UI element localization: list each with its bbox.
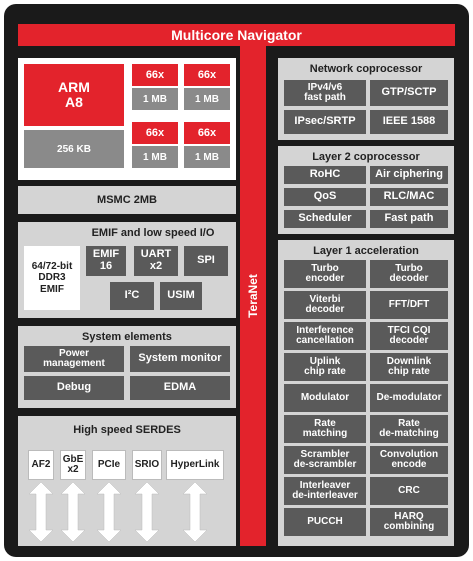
layer1-item-label: CRC [398, 484, 420, 496]
power-label-2: management [43, 358, 105, 369]
tfci-cqi-decoder [370, 322, 448, 350]
uplink-chip-rate [284, 353, 366, 381]
rate-de-matching [370, 415, 448, 443]
emif16-block [86, 246, 126, 276]
dsp-core-3-memory [132, 146, 178, 168]
serdes-port-label: SRIO [134, 458, 160, 470]
layer2-item-label: RLC/MAC [383, 190, 435, 203]
serdes-port-gbe [60, 450, 86, 480]
layer2-item-label: RoHC [309, 168, 341, 181]
serdes-arrows [18, 480, 236, 544]
dsp-core-1 [132, 64, 178, 86]
debug-block [24, 376, 124, 400]
layer1-item-sub-label: de-matching [379, 428, 439, 439]
ddr-width-label: 64/72-bit [31, 260, 73, 272]
serdes-port-af2 [28, 450, 54, 480]
serdes-port-sub-label: x2 [67, 464, 79, 475]
emif16-label-2: 16 [99, 260, 113, 272]
serdes-title: High speed SERDES [73, 424, 181, 436]
layer1-grid [284, 260, 448, 542]
dsp-core-1-memory [132, 88, 178, 110]
msmc-label: MSMC 2MB [97, 194, 157, 206]
dsp-core-2-memory [184, 88, 230, 110]
ddr3-emif [24, 246, 80, 310]
layer1-item-label: TFCI CQI [387, 324, 431, 336]
layer1-item-sub-label: encode [391, 459, 427, 470]
serdes-arrow-af2 [29, 482, 53, 542]
viterbi-decoder [284, 291, 366, 319]
layer1-item-sub-label: decoder [305, 304, 345, 315]
interleaver-de-interleaver [284, 477, 366, 505]
layer1-item-label: Modulator [300, 391, 350, 403]
layer1-item-sub-label: decoder [389, 273, 429, 284]
serdes-arrow-srio [135, 482, 159, 542]
layer1-item-label: FFT/DFT [388, 298, 430, 310]
dsp-memory-label: 1 MB [143, 93, 167, 105]
teranet-bus [240, 46, 266, 546]
ipv4-v6-fast-path [284, 80, 366, 106]
fft-dft [370, 291, 448, 319]
layer1-item-sub-label: matching [302, 428, 348, 439]
layer1-item-label: De-modulator [376, 391, 442, 403]
layer1-item-label: Downlink [386, 355, 432, 367]
dsp-core-3 [132, 122, 178, 144]
power-management-block [24, 346, 124, 372]
layer1-item-label: Uplink [309, 355, 341, 367]
interference-cancellation [284, 322, 366, 350]
layer1-item-sub-label: de-interleaver [292, 490, 358, 501]
arm-model-label: A8 [65, 94, 83, 110]
msmc-block [18, 186, 236, 214]
ddr-type-label: DDR3 [38, 272, 66, 284]
convolution-encode [370, 446, 448, 474]
layer2-item-label: Air ciphering [375, 168, 443, 181]
dsp-core-4-memory [184, 146, 230, 168]
serdes-port-label: HyperLink [170, 458, 220, 470]
uart-label-1: UART [140, 248, 172, 261]
arm-a8-core [24, 64, 124, 126]
multicore-navigator-bar [18, 24, 455, 46]
layer2-title: Layer 2 coprocessor [312, 151, 420, 163]
layer1-item-sub-label: chip rate [304, 366, 346, 377]
network-item-sub-label: fast path [304, 92, 346, 103]
system-monitor-label: System monitor [138, 352, 222, 365]
i2c-label: I²C [124, 289, 140, 302]
turbo-decoder [370, 260, 448, 288]
network-coprocessor-title: Network coprocessor [309, 63, 423, 75]
de-modulator [370, 384, 448, 412]
serdes-port-pcie [92, 450, 126, 480]
scrambler-de-scrambler [284, 446, 366, 474]
network-item-label: IPv4/v6 [307, 81, 343, 93]
system-monitor-block [130, 346, 230, 372]
layer2-item-label: QoS [313, 190, 337, 203]
layer1-item-label: Convolution [379, 448, 439, 460]
arm-cache [24, 130, 124, 168]
layer1-item-label: Interleaver [299, 479, 351, 491]
layer1-item-sub-label: combining [383, 521, 435, 532]
usim-block [160, 282, 202, 310]
scheduler [284, 210, 366, 228]
layer1-item-label: Scrambler [300, 448, 350, 460]
i2c-block [110, 282, 154, 310]
serdes-port-srio [132, 450, 162, 480]
spi-block [184, 246, 228, 276]
ipsec-srtp [284, 110, 366, 134]
layer1-item-label: HARQ [394, 510, 424, 522]
dsp-core-label: 66x [197, 69, 217, 81]
rlc-mac [370, 188, 448, 206]
dsp-core-2 [184, 64, 230, 86]
layer1-item-label: Turbo [395, 262, 423, 274]
spi-label: SPI [197, 254, 215, 267]
downlink-chip-rate [370, 353, 448, 381]
system-elements-title: System elements [82, 331, 172, 343]
debug-label: Debug [56, 381, 92, 394]
serdes-port-hyperlink [166, 450, 224, 480]
gtp-sctp [370, 80, 448, 106]
crc [370, 477, 448, 505]
usim-label: USIM [167, 289, 195, 302]
dsp-memory-label: 1 MB [143, 151, 167, 163]
layer1-title: Layer 1 acceleration [313, 245, 419, 257]
qos [284, 188, 366, 206]
layer1-item-label: Turbo [311, 262, 339, 274]
layer1-item-label: Rate [398, 417, 420, 429]
network-item-label: IPsec/SRTP [294, 115, 356, 128]
dsp-core-label: 66x [197, 127, 217, 139]
dsp-memory-label: 1 MB [195, 93, 219, 105]
rate-matching [284, 415, 366, 443]
pucch [284, 508, 366, 536]
layer2-item-label: Scheduler [298, 212, 352, 225]
turbo-encoder [284, 260, 366, 288]
network-item-label: GTP/SCTP [381, 86, 437, 99]
layer1-item-sub-label: encoder [305, 273, 345, 284]
layer1-item-label: Rate [314, 417, 336, 429]
serdes-arrow-gbe [61, 482, 85, 542]
fast-path [370, 210, 448, 228]
ieee-1588 [370, 110, 448, 134]
layer1-item-sub-label: de-scrambler [293, 459, 357, 470]
emif-io-title: EMIF and low speed I/O [91, 227, 215, 239]
arm-cache-label: 256 KB [57, 143, 91, 155]
dsp-core-label: 66x [145, 127, 165, 139]
serdes-port-label: GbE [62, 453, 84, 465]
serdes-port-label: AF2 [31, 458, 51, 470]
dsp-memory-label: 1 MB [195, 151, 219, 163]
multicore-navigator-label: Multicore Navigator [171, 27, 302, 43]
dsp-core-4 [184, 122, 230, 144]
air-ciphering [370, 166, 448, 184]
arm-label: ARM [58, 78, 90, 95]
layer2-item-label: Fast path [384, 212, 434, 225]
uart-label-2: x2 [149, 260, 163, 272]
serdes-arrow-hyperlink [183, 482, 207, 542]
edma-label: EDMA [163, 381, 197, 394]
layer1-item-label: Viterbi [309, 293, 341, 305]
dsp-core-label: 66x [145, 69, 165, 81]
edma-block [130, 376, 230, 400]
layer1-item-sub-label: chip rate [388, 366, 430, 377]
modulator [284, 384, 366, 412]
rohc [284, 166, 366, 184]
uart-block [134, 246, 178, 276]
harq-combining [370, 508, 448, 536]
layer1-item-sub-label: cancellation [296, 335, 354, 346]
layer1-item-label: PUCCH [307, 515, 343, 527]
ddr-emif-label: EMIF [40, 283, 64, 295]
teranet-label: TeraNet [246, 274, 261, 318]
layer1-item-label: Interference [296, 324, 354, 336]
emif16-label-1: EMIF [92, 248, 120, 261]
serdes-arrow-pcie [97, 482, 121, 542]
serdes-port-label: PCIe [97, 458, 121, 470]
power-label-1: Power [58, 347, 89, 359]
network-item-label: IEEE 1588 [382, 115, 436, 128]
layer1-item-sub-label: decoder [389, 335, 429, 346]
